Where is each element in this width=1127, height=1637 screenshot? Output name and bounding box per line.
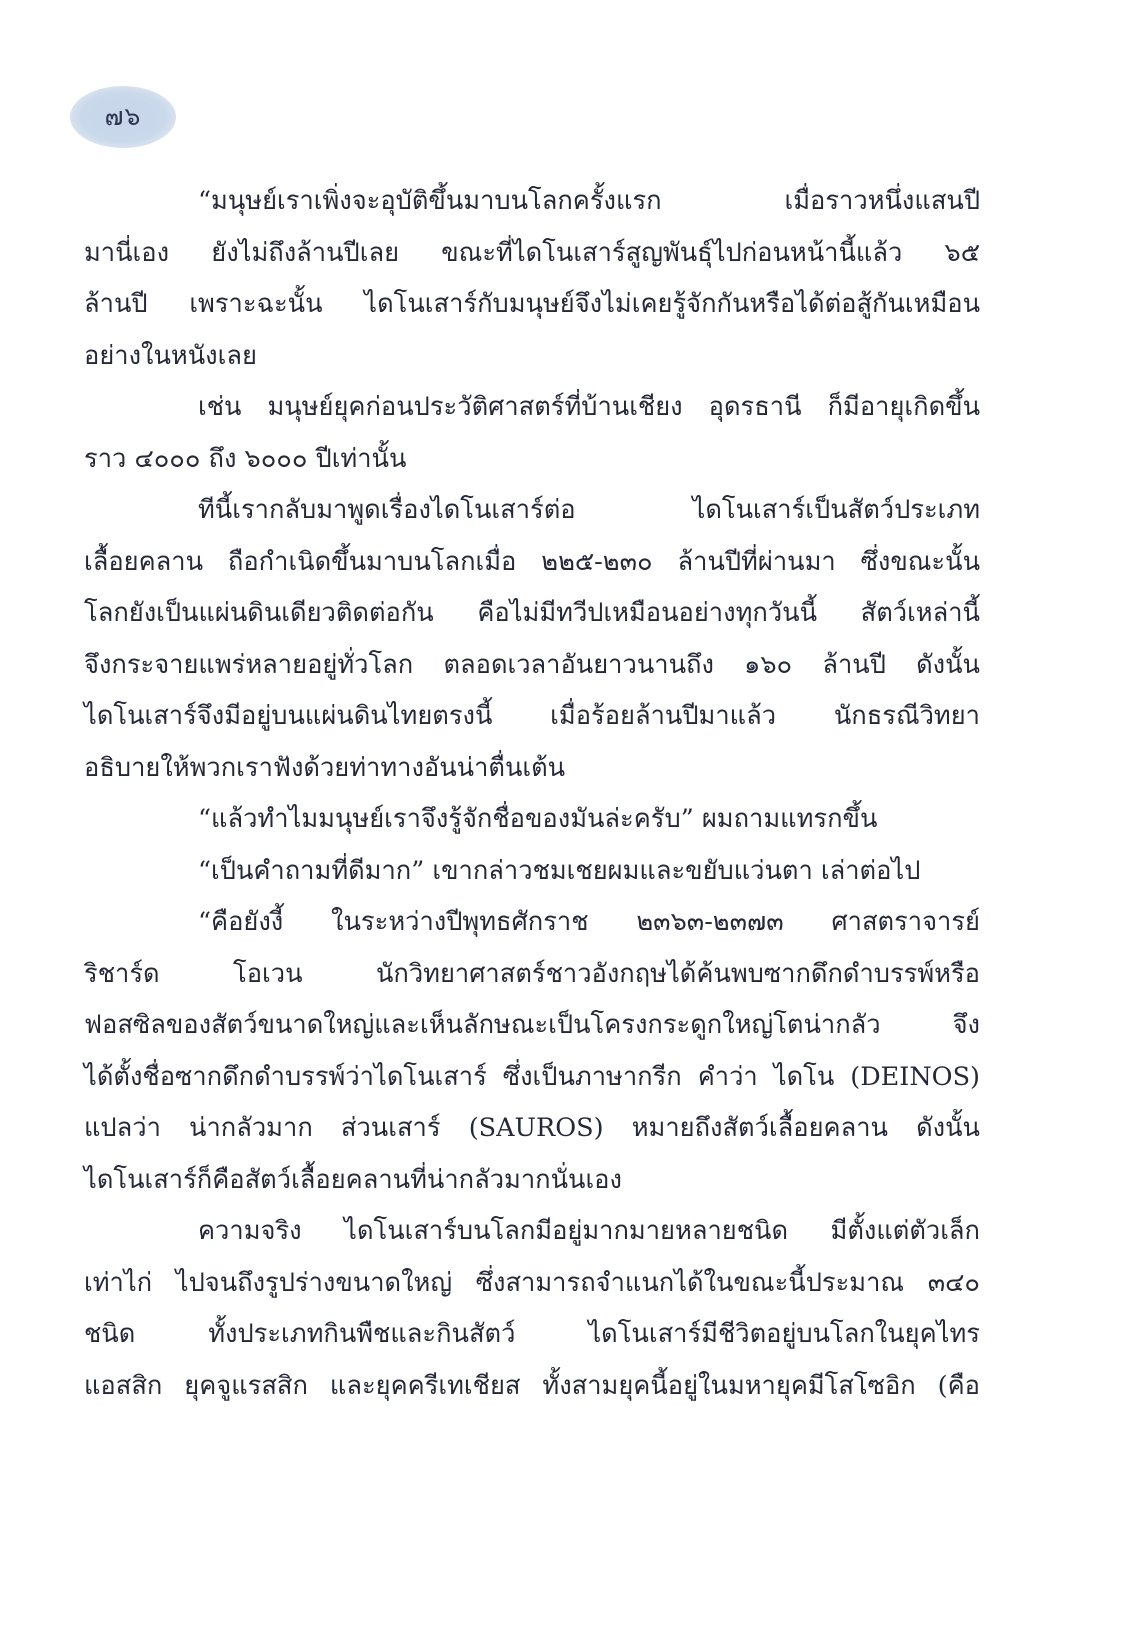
text-line: เท่าไก่ ไปจนถึงรูปร่างขนาดใหญ่ ซึ่งสามารถจำแนกได้ในขณะนี้ประมาณ ๓๔๐ (84, 1267, 980, 1298)
page-number-badge (70, 86, 176, 148)
text-line: “คือยังงี้ ในระหว่างปีพุทธศักราช ๒๓๖๓-๒๓๗๓ ศาสตราจารย์ (198, 907, 980, 937)
text-line: ได้ตั้งชื่อซากดึกดำบรรพ์ว่าไดโนเสาร์ ซึ่งเป็นภาษากรีก คำว่า ไดโน (DEINOS) (84, 1061, 980, 1092)
text-line: ไดโนเสาร์จึงมีอยู่บนแผ่นดินไทยตรงนี้ เมื่อร้อยล้านปีมาแล้ว นักธรณีวิทยา (84, 701, 980, 731)
text-line: เลื้อยคลาน ถือกำเนิดขึ้นมาบนโลกเมื่อ ๒๒๕-๒๓๐ ล้านปีที่ผ่านมา ซึ่งขณะนั้น (84, 546, 980, 577)
text-line: โลกยังเป็นแผ่นดินเดียวติดต่อกัน คือไม่มีทวีปเหมือนอย่างทุกวันนี้ สัตว์เหล่านี้ (84, 598, 980, 628)
text-line: ริชาร์ด โอเวน นักวิทยาศาสตร์ชาวอังกฤษได้ค้นพบซากดึกดำบรรพ์หรือ (84, 958, 980, 989)
text-line: อย่างในหนังเลย (84, 340, 257, 371)
text-line: จึงกระจายแพร่หลายอยู่ทั่วโลก ตลอดเวลาอันยาวนานถึง ๑๖๐ ล้านปี ดังนั้น (84, 649, 980, 680)
text-line: ไดโนเสาร์ก็คือสัตว์เลื้อยคลานที่น่ากลัวมากนั่นเอง (84, 1164, 622, 1195)
text-line: อธิบายให้พวกเราฟังด้วยท่าทางอันน่าตื่นเต้น (84, 752, 566, 783)
text-line: ล้านปี เพราะฉะนั้น ไดโนเสาร์กับมนุษย์จึงไม่เคยรู้จักกันหรือได้ต่อสู้กันเหมือน (84, 289, 980, 319)
text-line: แปลว่า น่ากลัวมาก ส่วนเสาร์ (SAUROS) หมายถึงสัตว์เลื้อยคลาน ดังนั้น (84, 1113, 980, 1143)
body-text (84, 176, 980, 1412)
page-number: ๗๖ (104, 102, 142, 131)
text-line: ราว ๔๐๐๐ ถึง ๖๐๐๐ ปีเท่านั้น (84, 443, 407, 474)
text-line: “มนุษย์เราเพิ่งจะอุบัติขึ้นมาบนโลกครั้งแรก เมื่อราวหนึ่งแสนปี (198, 186, 980, 216)
text-line: “เป็นคำถามที่ดีมาก” เขากล่าวชมเชยผมและขยับแว่นตา เล่าต่อไป (198, 855, 921, 886)
text-line: ทีนี้เรากลับมาพูดเรื่องไดโนเสาร์ต่อ ไดโนเสาร์เป็นสัตว์ประเภท (198, 495, 980, 525)
text-line: เช่น มนุษย์ยุคก่อนประวัติศาสตร์ที่บ้านเชียง อุดรธานี ก็มีอายุเกิดขึ้น (198, 392, 980, 422)
text-line: “แล้วทำไมมนุษย์เราจึงรู้จักชื่อของมันล่ะครับ” ผมถามแทรกขึ้น (198, 804, 878, 834)
text-line: แอสสิก ยุคจูแรสสิก และยุคครีเทเชียส ทั้งสามยุคนี้อยู่ในมหายุคมีโสโซอิก (คือ (84, 1370, 980, 1401)
text-line: ฟอสซิลของสัตว์ขนาดใหญ่และเห็นลักษณะเป็นโครงกระดูกใหญ่โตน่ากลัว จึง (84, 1010, 980, 1040)
text-line: ชนิด ทั้งประเภทกินพืชและกินสัตว์ ไดโนเสาร์มีชีวิตอยู่บนโลกในยุคไทร (84, 1319, 980, 1349)
text-line: ความจริง ไดโนเสาร์บนโลกมีอยู่มากมายหลายชนิด มีตั้งแต่ตัวเล็ก (198, 1216, 980, 1246)
text-line: มานี่เอง ยังไม่ถึงล้านปีเลย ขณะที่ไดโนเสาร์สูญพันธุ์ไปก่อนหน้านี้แล้ว ๖๕ (84, 237, 980, 268)
